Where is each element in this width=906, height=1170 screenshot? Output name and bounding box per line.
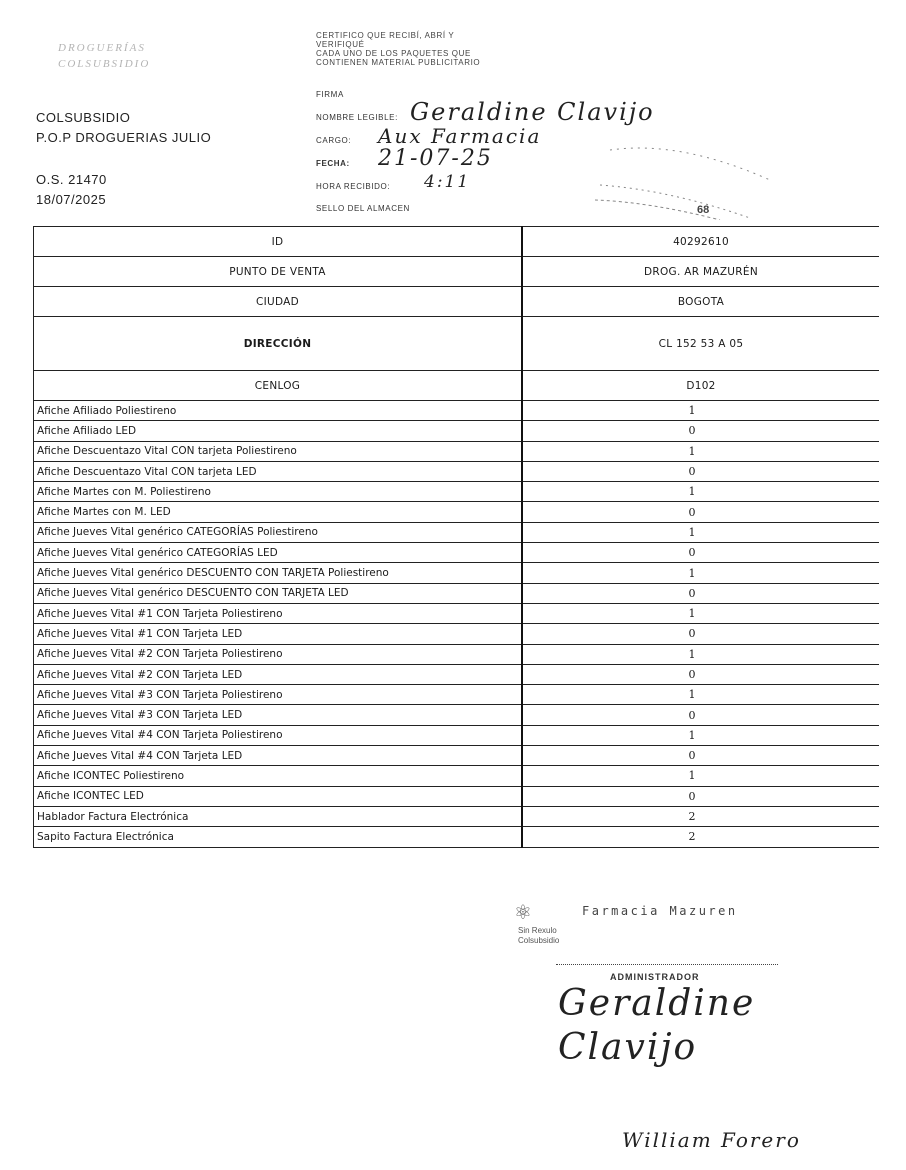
item-name: Afiche Jueves Vital genérico CATEGORÍAS Poliestireno	[34, 522, 523, 542]
item-name: Afiche Jueves Vital #4 CON Tarjeta Poliestireno	[34, 725, 523, 745]
item-row	[34, 806, 880, 826]
item-quantity: 2	[522, 827, 879, 847]
item-quantity: 1	[522, 603, 879, 623]
item-quantity: 2	[522, 806, 879, 826]
item-row	[34, 563, 880, 583]
info-label: CIUDAD	[34, 287, 523, 317]
item-quantity: 1	[522, 563, 879, 583]
item-row	[34, 644, 880, 664]
hora-recibido-value: 4:11	[424, 172, 471, 192]
stamp-number: 68	[697, 204, 710, 216]
item-quantity: 0	[522, 664, 879, 684]
item-row	[34, 401, 880, 421]
item-name: Afiche Afiliado LED	[34, 421, 523, 441]
item-quantity: 0	[522, 746, 879, 766]
pharmacy-stamp	[514, 900, 794, 960]
admin-label: ADMINISTRADOR	[610, 972, 700, 982]
cert-line: CONTIENEN MATERIAL PUBLICITARIO	[316, 58, 481, 67]
fecha-label: FECHA:	[316, 159, 350, 168]
items-list	[34, 401, 880, 848]
item-row	[34, 603, 880, 623]
info-row-direccion	[34, 317, 880, 371]
item-row	[34, 746, 880, 766]
item-name: Afiche Martes con M. LED	[34, 502, 523, 522]
item-quantity: 1	[522, 766, 879, 786]
item-quantity: 1	[522, 685, 879, 705]
item-row	[34, 482, 880, 502]
certification-text	[316, 31, 556, 67]
admin-signature-line: Clavijo	[558, 1027, 698, 1068]
item-quantity: 0	[522, 624, 879, 644]
item-name: Afiche Jueves Vital genérico DESCUENTO CON TARJETA Poliestireno	[34, 563, 523, 583]
item-name: Afiche Jueves Vital #1 CON Tarjeta LED	[34, 624, 523, 644]
item-quantity: 1	[522, 441, 879, 461]
info-row-ciudad	[34, 287, 880, 317]
colsubsidio-logo	[58, 40, 178, 80]
item-row	[34, 583, 880, 603]
stamp-sub-line: Sin Rexulo	[518, 926, 557, 935]
item-quantity: 1	[522, 725, 879, 745]
hora-recibido-label: HORA RECIBIDO:	[316, 182, 391, 191]
pop-material-table	[33, 226, 879, 848]
item-quantity: 0	[522, 543, 879, 563]
item-name: Afiche Jueves Vital genérico CATEGORÍAS LED	[34, 543, 523, 563]
item-quantity: 0	[522, 461, 879, 481]
pharmacy-stamp-sub	[518, 926, 559, 946]
item-row	[34, 685, 880, 705]
item-quantity: 1	[522, 401, 879, 421]
item-name: Afiche Jueves Vital #3 CON Tarjeta LED	[34, 705, 523, 725]
item-row	[34, 664, 880, 684]
order-date: 18/07/2025	[36, 192, 107, 207]
admin-signature-line: Geraldine	[558, 983, 756, 1024]
nombre-label: NOMBRE LEGIBLE:	[316, 113, 398, 122]
firma-label: FIRMA	[316, 90, 344, 99]
stamp-sub-line: Colsubsidio	[518, 936, 560, 945]
item-quantity: 0	[522, 583, 879, 603]
item-name: Afiche Descuentazo Vital CON tarjeta Poliestireno	[34, 441, 523, 461]
cargo-value: Aux Farmacia	[378, 124, 542, 148]
item-name: Hablador Factura Electrónica	[34, 806, 523, 826]
item-row	[34, 725, 880, 745]
item-quantity: 1	[522, 522, 879, 542]
item-row	[34, 502, 880, 522]
order-number: O.S. 21470	[36, 172, 107, 187]
item-row	[34, 827, 880, 847]
second-signature: William Forero	[622, 1128, 801, 1152]
item-name: Afiche Jueves Vital #1 CON Tarjeta Poliestireno	[34, 603, 523, 623]
logo-text: DROGUERÍAS COLSUBSIDIO	[58, 42, 151, 70]
item-row	[34, 461, 880, 481]
info-value: D102	[522, 371, 879, 401]
cargo-label: CARGO:	[316, 136, 352, 145]
info-label: PUNTO DE VENTA	[34, 257, 523, 287]
nombre-value: Geraldine Clavijo	[410, 98, 655, 126]
item-quantity: 0	[522, 421, 879, 441]
department-name: P.O.P DROGUERIAS JULIO	[36, 130, 212, 145]
info-row-id	[34, 227, 880, 257]
item-row	[34, 543, 880, 563]
item-quantity: 0	[522, 786, 879, 806]
item-name: Sapito Factura Electrónica	[34, 827, 523, 847]
pharmacy-logo-icon: ⚛	[514, 902, 532, 924]
item-row	[34, 522, 880, 542]
warehouse-stamp-marks	[590, 140, 780, 220]
item-name: Afiche Descuentazo Vital CON tarjeta LED	[34, 461, 523, 481]
item-row	[34, 766, 880, 786]
info-value: CL 152 53 A 05	[522, 317, 879, 371]
signature-line	[556, 964, 778, 965]
info-label: DIRECCIÓN	[34, 317, 523, 371]
info-row-punto-de-venta	[34, 257, 880, 287]
item-row	[34, 421, 880, 441]
info-value: 40292610	[522, 227, 879, 257]
admin-signature	[558, 982, 755, 1070]
item-quantity: 0	[522, 502, 879, 522]
item-row	[34, 786, 880, 806]
sello-label: SELLO DEL ALMACEN	[316, 204, 410, 213]
cert-line: CADA UNO DE LOS PAQUETES QUE	[316, 49, 471, 58]
company-name: COLSUBSIDIO	[36, 110, 131, 125]
cert-line: VERIFIQUÉ	[316, 40, 365, 49]
info-value: DROG. AR MAZURÉN	[522, 257, 879, 287]
info-value: BOGOTA	[522, 287, 879, 317]
item-row	[34, 624, 880, 644]
item-quantity: 0	[522, 705, 879, 725]
fecha-value: 21-07-25	[378, 146, 493, 171]
item-name: Afiche Jueves Vital #3 CON Tarjeta Poliestireno	[34, 685, 523, 705]
item-row	[34, 441, 880, 461]
item-name: Afiche Martes con M. Poliestireno	[34, 482, 523, 502]
item-quantity: 1	[522, 482, 879, 502]
item-name: Afiche Jueves Vital #4 CON Tarjeta LED	[34, 746, 523, 766]
info-row-cenlog	[34, 371, 880, 401]
item-quantity: 1	[522, 644, 879, 664]
item-name: Afiche Jueves Vital #2 CON Tarjeta LED	[34, 664, 523, 684]
info-label: ID	[34, 227, 523, 257]
item-row	[34, 705, 880, 725]
item-name: Afiche ICONTEC LED	[34, 786, 523, 806]
item-name: Afiche Jueves Vital #2 CON Tarjeta Poliestireno	[34, 644, 523, 664]
info-label: CENLOG	[34, 371, 523, 401]
item-name: Afiche Afiliado Poliestireno	[34, 401, 523, 421]
item-name: Afiche ICONTEC Poliestireno	[34, 766, 523, 786]
item-name: Afiche Jueves Vital genérico DESCUENTO CON TARJETA LED	[34, 583, 523, 603]
pharmacy-stamp-name: Farmacia Mazuren	[582, 904, 738, 918]
cert-line: CERTIFICO QUE RECIBÍ, ABRÍ Y	[316, 31, 455, 40]
